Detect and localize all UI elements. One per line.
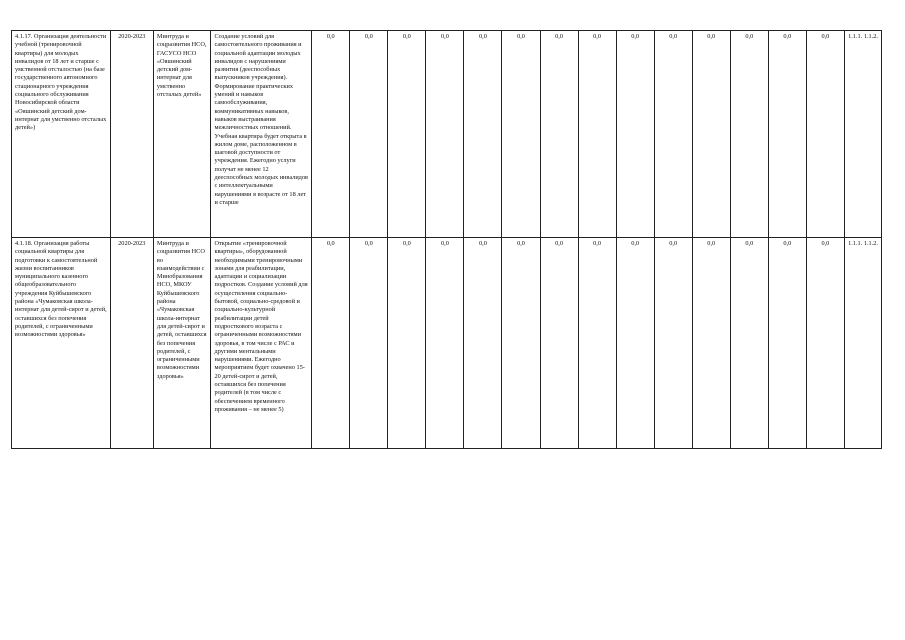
value-cell: 0,0 — [464, 238, 502, 449]
value-cell: 0,0 — [616, 238, 654, 449]
value-cell: 0,0 — [768, 31, 806, 238]
value-cell: 0,0 — [540, 238, 578, 449]
value-cell: 0,0 — [350, 31, 388, 238]
value-cell: 0,0 — [502, 238, 540, 449]
value-cell: 0,0 — [312, 238, 350, 449]
value-cell: 0,0 — [806, 31, 844, 238]
value-cell: 0,0 — [730, 238, 768, 449]
value-cell: 0,0 — [388, 238, 426, 449]
expected-result-cell: Создание условий для самостоятельного проживания и социальной адаптации молодых инвалидов с нарушениями развития (дееспособных выпускников учреждения). Формирование практических умений и навыков самообслуживания, коммуникативных навыков, навыков выстраивания межличностных отношений. Учебная квартира будет открыта в жилом доме, расположенном в шаговой доступности от учреждения. Ежегодно услуги получат не менее 12 дееспособных молодых инвалидов с интеллектуальными нарушениями в возрасте от 18 лет и старше — [211, 31, 312, 238]
value-cell: 0,0 — [426, 238, 464, 449]
value-cell: 0,0 — [730, 31, 768, 238]
indicator-cell: 1.1.1. 1.1.2. — [844, 31, 881, 238]
value-cell: 0,0 — [426, 31, 464, 238]
executor-cell: Минтруда и соцразвития НСО во взаимодействии с Минобразования НСО, МКОУ Куйбышевского района «Чумаковская школа-интернат для детей-сирот и детей, оставшихся без попечения родителей, с ограниченными возможностями здоровья» — [153, 238, 211, 449]
value-cell: 0,0 — [654, 238, 692, 449]
period-cell: 2020-2023 — [110, 31, 153, 238]
value-cell: 0,0 — [350, 238, 388, 449]
expected-result-text: Открытие «тренировочной квартиры», оборудованной необходимыми тренировочными зонами для реабилитации, адаптации и социализации подростков. Создание условий для осуществления социально-бытовой, социально-средовой и социально-культурной реабилитации детей подросткового возраста с ограниченными возможностями здоровья, в том числе с РАС и другими ментальными нарушениями. Ежегодно мероприятием будет охвачено 15-20 детей-сирот и детей, оставшихся без попечения родителей (в том числе с обеспечением временного проживания – не менее 5) — [214, 240, 308, 413]
value-cell: 0,0 — [502, 31, 540, 238]
program-activities-table — [11, 30, 882, 449]
value-cell: 0,0 — [806, 238, 844, 449]
value-cell: 0,0 — [464, 31, 502, 238]
expected-result-cell — [211, 238, 312, 449]
indicator-cell: 1.1.1. 1.1.2. — [844, 238, 881, 449]
table-row — [12, 31, 882, 238]
value-cell: 0,0 — [312, 31, 350, 238]
value-cell: 0,0 — [692, 31, 730, 238]
table-row — [12, 238, 882, 449]
value-cell: 0,0 — [578, 31, 616, 238]
value-cell: 0,0 — [578, 238, 616, 449]
value-cell: 0,0 — [768, 238, 806, 449]
value-cell: 0,0 — [540, 31, 578, 238]
value-cell: 0,0 — [692, 238, 730, 449]
value-cell: 0,0 — [654, 31, 692, 238]
activity-name-cell: 4.1.18. Организация работы социальной квартиры для подготовки к самостоятельной жизни воспитанников муниципального казенного общеобразовательного учреждения Куйбышевского района «Чумаковская школа-интернат для детей-сирот и детей, оставшихся без попечения родителей, с ограниченными возможностями здоровья» — [12, 238, 111, 449]
activity-name-cell: 4.1.17. Организация деятельности учебной (тренировочной квартиры) для молодых инвалидов от 18 лет и старше с умственной отсталостью (на базе государственного автономного стационарного учреждения социального обслуживания Новосибирской области «Ояшинский детский дом-интернат для умственно отсталых детей») — [12, 31, 111, 238]
executor-cell: Минтруда и соцразвития НСО, ГАСУСО НСО «Ояшинский детский дом-интернат для умственно отсталых детей» — [153, 31, 211, 238]
value-cell: 0,0 — [616, 31, 654, 238]
value-cell: 0,0 — [388, 31, 426, 238]
period-cell: 2020-2023 — [110, 238, 153, 449]
